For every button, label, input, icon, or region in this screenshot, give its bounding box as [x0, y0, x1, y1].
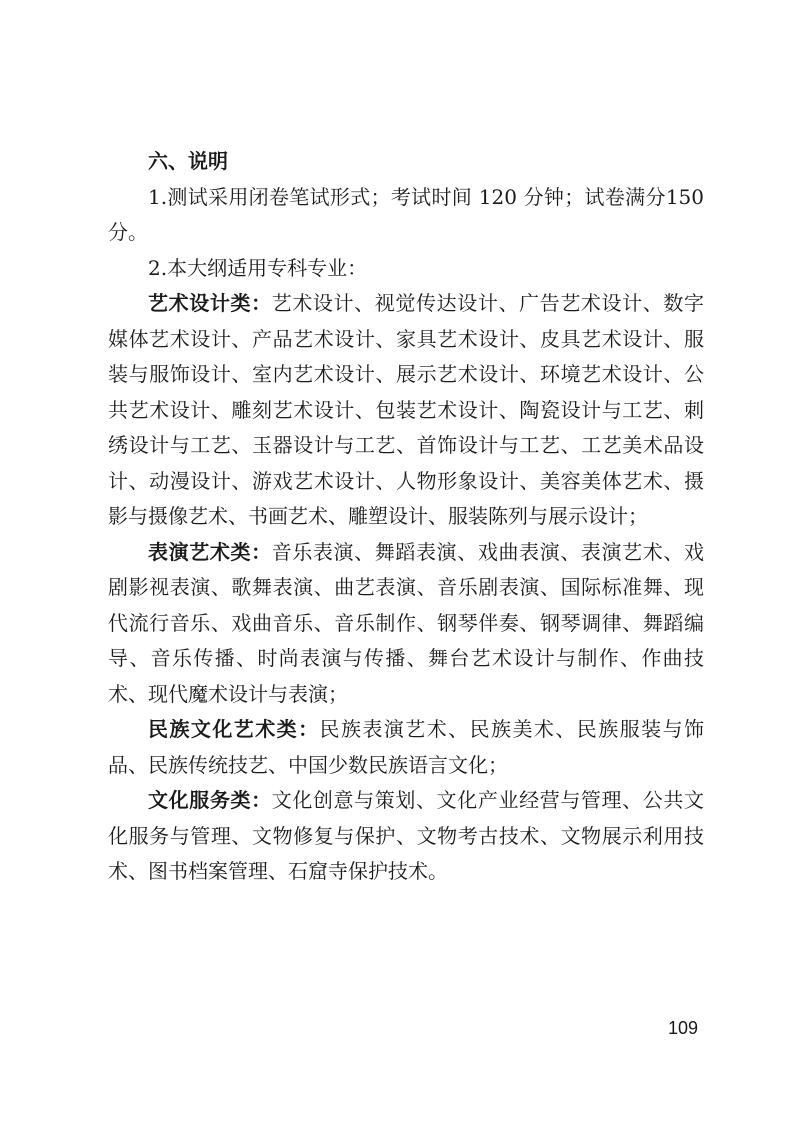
category-majors: 艺术设计、视觉传达设计、广告艺术设计、数字媒体艺术设计、产品艺术设计、家具艺术设计、皮具艺术设计、服装与服饰设计、室内艺术设计、展示艺术设计、环境艺术设计、公共艺术设计、雕刻艺术设计、包装艺术设计、陶瓷设计与工艺、刺绣设计与工艺、玉器设计与工艺、首饰设计与工艺、工艺美术品设计、动漫设计、游戏艺术设计、人物形象设计、美容美体艺术、摄影与摄像艺术、书画艺术、雕塑设计、服装陈列与展示设计； — [108, 291, 705, 528]
category-art-design — [108, 286, 704, 535]
document-page — [108, 140, 704, 890]
category-label: 民族文化艺术类： — [148, 717, 320, 741]
item-1-exam-format: 1.测试采用闭卷笔试形式；考试时间 120 分钟；试卷满分150分。 — [108, 184, 704, 244]
category-majors: 音乐表演、舞蹈表演、戏曲表演、表演艺术、戏剧影视表演、歌舞表演、曲艺表演、音乐剧表演、国际标准舞、现代流行音乐、戏曲音乐、音乐制作、钢琴伴奏、钢琴调律、舞蹈编导、音乐传播、时尚表演与传播、舞台艺术设计与制作、作曲技术、现代魔术设计与表演； — [108, 539, 705, 706]
category-performing-arts — [108, 535, 704, 713]
category-ethnic-culture-arts — [108, 712, 704, 783]
category-label: 表演艺术类： — [148, 539, 272, 564]
category-label: 文化服务类： — [148, 788, 272, 812]
category-cultural-services — [108, 783, 704, 890]
item-2-scope: 2.本大纲适用专科专业： — [148, 255, 368, 280]
category-majors: 文化创意与策划、文化产业经营与管理、公共文化服务与管理、文物修复与保护、文物考古技术、文物展示利用技术、图书档案管理、石窟寺保护技术。 — [108, 788, 705, 883]
section-heading: 六、说明 — [148, 149, 228, 173]
category-majors: 民族表演艺术、民族美术、民族服装与饰品、民族传统技艺、中国少数民族语言文化； — [108, 717, 705, 777]
page-number: 109 — [668, 1018, 699, 1038]
category-label: 艺术设计类： — [148, 291, 272, 315]
